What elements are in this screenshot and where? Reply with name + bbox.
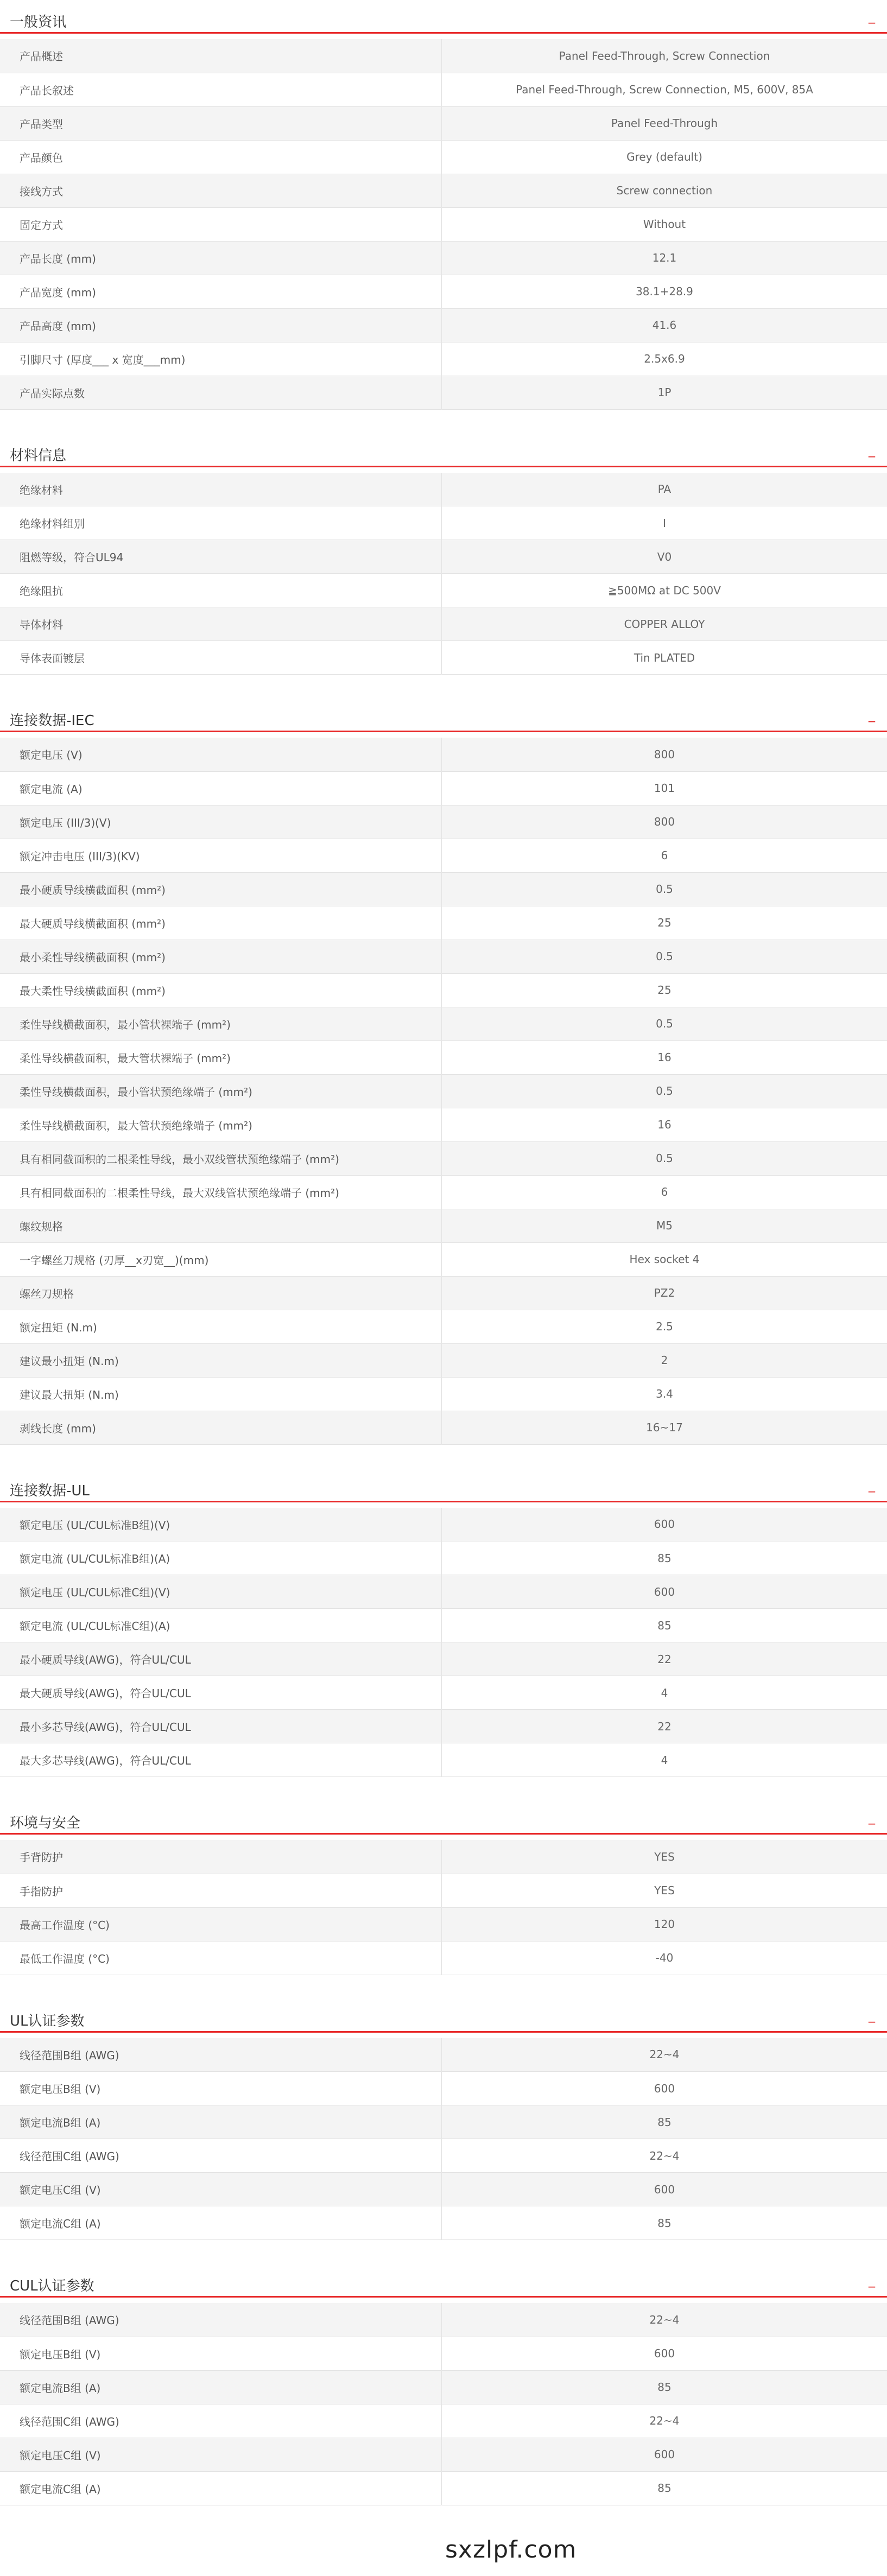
section-title: CUL认证参数 xyxy=(10,2278,94,2294)
spec-value: 3.4 xyxy=(441,1377,887,1411)
spec-value: 22~4 xyxy=(441,2038,887,2072)
table-row xyxy=(0,241,887,275)
table-row xyxy=(0,1676,887,1710)
table-row xyxy=(0,906,887,940)
section-divider xyxy=(0,731,887,732)
table-row xyxy=(0,1108,887,1141)
table-row xyxy=(0,540,887,574)
section-divider xyxy=(0,2031,887,2033)
minus-icon[interactable]: _ xyxy=(869,2007,875,2023)
spec-label: 引脚尺寸 (厚度___ x 宽度___mm) xyxy=(0,342,441,376)
minus-icon[interactable]: _ xyxy=(869,1477,875,1493)
spec-label: 绝缘材料组别 xyxy=(0,506,441,540)
spec-label: 接线方式 xyxy=(0,174,441,207)
spec-value: YES xyxy=(441,1840,887,1874)
section-title: 环境与安全 xyxy=(10,1815,81,1831)
spec-value: 0.5 xyxy=(441,872,887,906)
section-header[interactable] xyxy=(0,1999,887,2033)
spec-value: Tin PLATED xyxy=(441,641,887,675)
section-title: 连接数据-UL xyxy=(10,1482,90,1499)
spec-label: 具有相同截面积的二根柔性导线，最大双线管状预绝缘端子 (mm²) xyxy=(0,1175,441,1209)
spec-value: ≧500MΩ at DC 500V xyxy=(441,574,887,607)
spec-label: 线径范围C组 (AWG) xyxy=(0,2404,441,2438)
section-title: UL认证参数 xyxy=(10,2013,85,2029)
section-title: 材料信息 xyxy=(10,447,67,464)
table-row xyxy=(0,607,887,641)
spec-table xyxy=(0,473,887,675)
table-row xyxy=(0,1276,887,1310)
spec-label: 最高工作温度 (°C) xyxy=(0,1907,441,1941)
spec-value: 85 xyxy=(441,2370,887,2404)
spec-label: 柔性导线横截面积，最大管状预绝缘端子 (mm²) xyxy=(0,1108,441,1141)
spec-label: 额定电压B组 (V) xyxy=(0,2072,441,2105)
spec-value: Screw connection xyxy=(441,174,887,207)
spec-value: 800 xyxy=(441,738,887,771)
table-row xyxy=(0,39,887,73)
table-row xyxy=(0,1541,887,1575)
spec-label: 最小硬质导线(AWG)，符合UL/CUL xyxy=(0,1642,441,1676)
spec-value: 4 xyxy=(441,1743,887,1777)
spec-value: 85 xyxy=(441,1609,887,1642)
spec-label: 产品高度 (mm) xyxy=(0,308,441,342)
spec-value: 2.5x6.9 xyxy=(441,342,887,376)
spec-value: 600 xyxy=(441,2438,887,2471)
table-row xyxy=(0,2072,887,2105)
table-row xyxy=(0,1343,887,1377)
table-row xyxy=(0,1874,887,1907)
spec-table xyxy=(0,1508,887,1778)
spec-table xyxy=(0,39,887,410)
table-row xyxy=(0,2404,887,2438)
section-divider xyxy=(0,1501,887,1502)
table-row xyxy=(0,940,887,973)
section-divider xyxy=(0,1833,887,1835)
spec-label: 额定电流C组 (A) xyxy=(0,2206,441,2240)
spec-value: 41.6 xyxy=(441,308,887,342)
table-row xyxy=(0,1310,887,1343)
spec-value: 600 xyxy=(441,1575,887,1609)
table-row xyxy=(0,73,887,106)
spec-value: 22 xyxy=(441,1642,887,1676)
table-row xyxy=(0,2206,887,2240)
spec-label: 绝缘材料 xyxy=(0,473,441,506)
table-row xyxy=(0,140,887,174)
spec-label: 最小柔性导线横截面积 (mm²) xyxy=(0,940,441,973)
spec-value: 22~4 xyxy=(441,2139,887,2173)
section-divider xyxy=(0,32,887,34)
spec-label: 额定电流B组 (A) xyxy=(0,2370,441,2404)
spec-value: Without xyxy=(441,207,887,241)
spec-value: 600 xyxy=(441,2337,887,2370)
spec-label: 产品宽度 (mm) xyxy=(0,275,441,308)
spec-section xyxy=(0,2264,887,2505)
spec-value: Panel Feed-Through, Screw Connection xyxy=(441,39,887,73)
spec-label: 额定电压 (III/3)(V) xyxy=(0,805,441,839)
spec-label: 最小硬质导线横截面积 (mm²) xyxy=(0,872,441,906)
spec-value: 600 xyxy=(441,2072,887,2105)
spec-label: 额定电流 (A) xyxy=(0,771,441,805)
spec-value: M5 xyxy=(441,1209,887,1242)
spec-value: 4 xyxy=(441,1676,887,1710)
spec-section xyxy=(0,1801,887,1975)
section-header[interactable] xyxy=(0,0,887,34)
table-row xyxy=(0,2370,887,2404)
spec-label: 阻燃等级，符合UL94 xyxy=(0,540,441,574)
spec-value: Panel Feed-Through, Screw Connection, M5, 600V, 85A xyxy=(441,73,887,106)
section-header[interactable] xyxy=(0,434,887,467)
table-row xyxy=(0,1007,887,1040)
spec-label: 额定电压B组 (V) xyxy=(0,2337,441,2370)
minus-icon[interactable]: _ xyxy=(869,707,875,722)
spec-label: 剥线长度 (mm) xyxy=(0,1411,441,1444)
table-row xyxy=(0,805,887,839)
spec-label: 最低工作温度 (°C) xyxy=(0,1941,441,1975)
table-row xyxy=(0,207,887,241)
spec-value: Grey (default) xyxy=(441,140,887,174)
minus-icon[interactable]: _ xyxy=(869,9,875,24)
spec-label: 线径范围B组 (AWG) xyxy=(0,2038,441,2072)
table-row xyxy=(0,506,887,540)
table-row xyxy=(0,473,887,506)
spec-label: 导体材料 xyxy=(0,607,441,641)
minus-icon[interactable]: _ xyxy=(869,1810,875,1825)
spec-label: 手背防护 xyxy=(0,1840,441,1874)
spec-label: 产品长叙述 xyxy=(0,73,441,106)
spec-label: 最大多芯导线(AWG)，符合UL/CUL xyxy=(0,1743,441,1777)
table-row xyxy=(0,1377,887,1411)
minus-icon[interactable]: _ xyxy=(869,442,875,458)
spec-value: 25 xyxy=(441,906,887,940)
spec-value: 0.5 xyxy=(441,1074,887,1108)
spec-value: 22~4 xyxy=(441,2404,887,2438)
spec-section xyxy=(0,1999,887,2241)
spec-value: 6 xyxy=(441,839,887,872)
spec-value: 120 xyxy=(441,1907,887,1941)
spec-label: 最大硬质导线(AWG)，符合UL/CUL xyxy=(0,1676,441,1710)
spec-value: 800 xyxy=(441,805,887,839)
spec-label: 线径范围C组 (AWG) xyxy=(0,2139,441,2173)
spec-label: 手指防护 xyxy=(0,1874,441,1907)
spec-value: COPPER ALLOY xyxy=(441,607,887,641)
spec-value: 25 xyxy=(441,973,887,1007)
spec-label: 最大柔性导线横截面积 (mm²) xyxy=(0,973,441,1007)
table-row xyxy=(0,1710,887,1743)
table-row xyxy=(0,2038,887,2072)
spec-label: 额定电流 (UL/CUL标准B组)(A) xyxy=(0,1541,441,1575)
section-header[interactable] xyxy=(0,2264,887,2298)
table-row xyxy=(0,1609,887,1642)
table-row xyxy=(0,2173,887,2206)
spec-label: 建议最大扭矩 (N.m) xyxy=(0,1377,441,1411)
spec-label: 一字螺丝刀规格 (刃厚__x刃宽__)(mm) xyxy=(0,1242,441,1276)
section-header[interactable] xyxy=(0,1469,887,1502)
spec-label: 额定电压 (UL/CUL标准C组)(V) xyxy=(0,1575,441,1609)
spec-label: 线径范围B组 (AWG) xyxy=(0,2303,441,2337)
spec-label: 固定方式 xyxy=(0,207,441,241)
spec-value: 22 xyxy=(441,1710,887,1743)
spec-value: 0.5 xyxy=(441,940,887,973)
table-row xyxy=(0,2337,887,2370)
spec-value: 2.5 xyxy=(441,1310,887,1343)
table-row xyxy=(0,574,887,607)
spec-label: 额定电压 (UL/CUL标准B组)(V) xyxy=(0,1508,441,1541)
table-row xyxy=(0,1242,887,1276)
spec-value: 6 xyxy=(441,1175,887,1209)
spec-value: 85 xyxy=(441,2206,887,2240)
spec-value: 85 xyxy=(441,2471,887,2505)
spec-table xyxy=(0,2038,887,2241)
table-row xyxy=(0,1141,887,1175)
spec-value: Panel Feed-Through xyxy=(441,106,887,140)
spec-label: 最大硬质导线横截面积 (mm²) xyxy=(0,906,441,940)
spec-label: 柔性导线横截面积，最大管状裸端子 (mm²) xyxy=(0,1040,441,1074)
spec-label: 额定冲击电压 (III/3)(KV) xyxy=(0,839,441,872)
spec-value: Hex socket 4 xyxy=(441,1242,887,1276)
table-row xyxy=(0,1575,887,1609)
spec-label: 产品实际点数 xyxy=(0,376,441,409)
table-row xyxy=(0,1907,887,1941)
spec-label: 产品长度 (mm) xyxy=(0,241,441,275)
spec-value: 0.5 xyxy=(441,1141,887,1175)
minus-icon[interactable]: _ xyxy=(869,2273,875,2288)
section-divider xyxy=(0,466,887,467)
spec-label: 额定电流B组 (A) xyxy=(0,2105,441,2139)
table-row xyxy=(0,738,887,771)
spec-label: 螺丝刀规格 xyxy=(0,1276,441,1310)
table-row xyxy=(0,839,887,872)
spec-label: 额定电压 (V) xyxy=(0,738,441,771)
spec-value: 85 xyxy=(441,2105,887,2139)
spec-label: 产品颜色 xyxy=(0,140,441,174)
spec-value: 16 xyxy=(441,1040,887,1074)
table-row xyxy=(0,1411,887,1444)
table-row xyxy=(0,1209,887,1242)
spec-label: 产品概述 xyxy=(0,39,441,73)
section-title: 一般资讯 xyxy=(10,14,67,30)
spec-label: 具有相同截面积的二根柔性导线，最小双线管状预绝缘端子 (mm²) xyxy=(0,1141,441,1175)
table-row xyxy=(0,106,887,140)
spec-label: 建议最小扭矩 (N.m) xyxy=(0,1343,441,1377)
spec-label: 额定电流C组 (A) xyxy=(0,2471,441,2505)
spec-value: YES xyxy=(441,1874,887,1907)
table-row xyxy=(0,1941,887,1975)
table-row xyxy=(0,1642,887,1676)
table-row xyxy=(0,275,887,308)
section-header[interactable] xyxy=(0,699,887,732)
table-row xyxy=(0,2303,887,2337)
table-row xyxy=(0,1175,887,1209)
spec-value: 38.1+28.9 xyxy=(441,275,887,308)
table-row xyxy=(0,2105,887,2139)
spec-label: 额定电压C组 (V) xyxy=(0,2438,441,2471)
section-divider xyxy=(0,2296,887,2298)
spec-section xyxy=(0,434,887,675)
spec-value: 22~4 xyxy=(441,2303,887,2337)
spec-label: 螺纹规格 xyxy=(0,1209,441,1242)
table-row xyxy=(0,641,887,675)
spec-table xyxy=(0,1840,887,1975)
table-row xyxy=(0,872,887,906)
spec-value: PZ2 xyxy=(441,1276,887,1310)
spec-label: 导体表面镀层 xyxy=(0,641,441,675)
table-row xyxy=(0,174,887,207)
spec-table xyxy=(0,2303,887,2505)
spec-table xyxy=(0,738,887,1445)
table-row xyxy=(0,2438,887,2471)
spec-value: 85 xyxy=(441,1541,887,1575)
spec-label: 最小多芯导线(AWG)，符合UL/CUL xyxy=(0,1710,441,1743)
spec-value: I xyxy=(441,506,887,540)
spec-value: 0.5 xyxy=(441,1007,887,1040)
table-row xyxy=(0,1840,887,1874)
table-row xyxy=(0,1074,887,1108)
spec-value: 2 xyxy=(441,1343,887,1377)
spec-value: 600 xyxy=(441,2173,887,2206)
table-row xyxy=(0,2471,887,2505)
spec-label: 柔性导线横截面积，最小管状预绝缘端子 (mm²) xyxy=(0,1074,441,1108)
table-row xyxy=(0,1040,887,1074)
table-row xyxy=(0,308,887,342)
section-title: 连接数据-IEC xyxy=(10,713,94,729)
spec-section xyxy=(0,1469,887,1778)
table-row xyxy=(0,973,887,1007)
spec-label: 额定电压C组 (V) xyxy=(0,2173,441,2206)
spec-value: 16~17 xyxy=(441,1411,887,1444)
spec-section xyxy=(0,699,887,1445)
table-row xyxy=(0,376,887,409)
table-row xyxy=(0,1508,887,1541)
spec-value: 101 xyxy=(441,771,887,805)
table-row xyxy=(0,1743,887,1777)
table-row xyxy=(0,2139,887,2173)
watermark: sxzlpf.com xyxy=(445,2536,577,2564)
section-header[interactable] xyxy=(0,1801,887,1835)
spec-label: 额定扭矩 (N.m) xyxy=(0,1310,441,1343)
table-row xyxy=(0,342,887,376)
spec-value: V0 xyxy=(441,540,887,574)
table-row xyxy=(0,771,887,805)
spec-value: PA xyxy=(441,473,887,506)
spec-section xyxy=(0,0,887,410)
spec-label: 柔性导线横截面积，最小管状裸端子 (mm²) xyxy=(0,1007,441,1040)
spec-value: 1P xyxy=(441,376,887,409)
spec-value: 12.1 xyxy=(441,241,887,275)
spec-label: 绝缘阻抗 xyxy=(0,574,441,607)
spec-label: 产品类型 xyxy=(0,106,441,140)
spec-value: -40 xyxy=(441,1941,887,1975)
spec-value: 16 xyxy=(441,1108,887,1141)
spec-label: 额定电流 (UL/CUL标准C组)(A) xyxy=(0,1609,441,1642)
spec-value: 600 xyxy=(441,1508,887,1541)
